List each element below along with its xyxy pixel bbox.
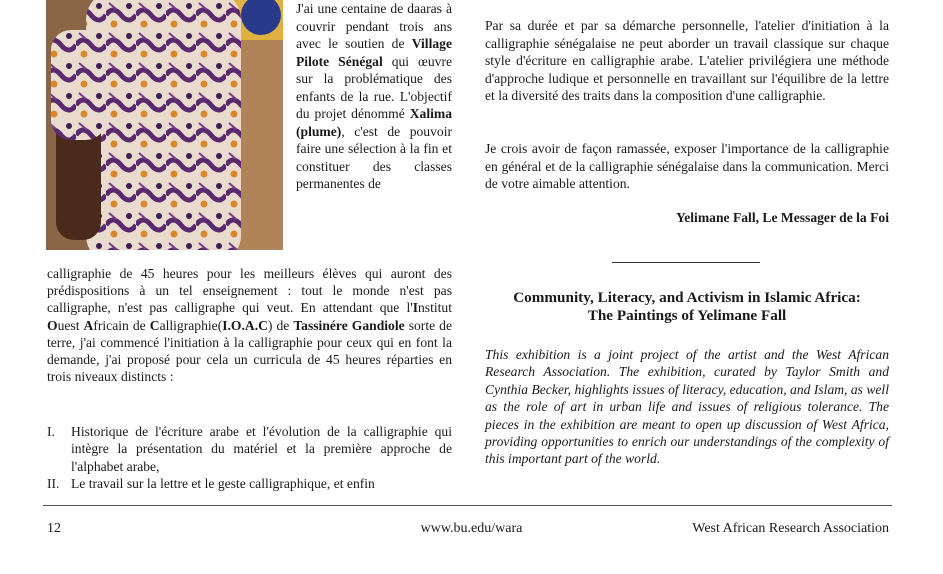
section-divider: [612, 262, 760, 263]
tassinere-gandiole: Tassinére Gandiole: [293, 317, 405, 333]
list-number: I.: [47, 424, 55, 439]
article-title: [485, 289, 889, 325]
word-alligraphie: alligraphie(: [159, 317, 223, 333]
village-pilote-name: Village Pilote Sénégal: [296, 36, 452, 69]
initial-c: C: [149, 317, 160, 333]
footer-url[interactable]: www.bu.edu/wara: [420, 521, 523, 536]
curriculum-text-2: sorte de terre, j'ai commencé l'initiation à la calligraphie pour ceux qui en font la demande, j'ai proposé pour cela un curricula de 45 heures réparties en trois niveaux distincts :: [47, 317, 453, 385]
word-uest: uest: [57, 317, 84, 333]
initial-a: A: [83, 317, 94, 333]
initial-o: O: [47, 317, 58, 333]
curriculum-paragraph: [47, 265, 452, 385]
page-number: 12: [47, 521, 61, 536]
curriculum-text-1: calligraphie de 45 heures pour les meilleurs élèves qui auront des prédispositions à un tel enseignement : tout le monde n'est pas calligraphe, n'est pas calligraphe qui veut. En attendant que l': [47, 266, 452, 316]
intro-text-3: , c'est de pouvoir faire une sélection à la fin et constituer des classes permanentes de: [296, 123, 452, 191]
ioac-acronym: I.O.A.C: [222, 317, 268, 333]
footer-organization: West African Research Association: [692, 521, 889, 536]
intro-text-1: J'ai une centaine de daaras à couvrir pendant trois ans avec le soutien de: [296, 1, 452, 51]
portrait-photo: [46, 0, 283, 250]
word-nstitut: nstitut: [418, 300, 452, 316]
author-signature: Yelimane Fall, Le Messager de la Foi: [675, 210, 889, 225]
list-item-text: Le travail sur la lettre et le geste calligraphique, et enfin: [71, 475, 375, 491]
intro-text-2: qui œuvre sur la problématique des enfants de la rue. L'objectif du projet dénommé: [296, 53, 452, 121]
exhibition-abstract: This exhibition is a joint project of the artist and the West African Research Association. The exhibition, curated by Taylor Smith and Cynthia Becker, highlights issues of literacy, education, and Islam, as well as the role of art in urban life and issues of religious tolerance. The pieces in the exhibition are meant to open up discussion of West Africa, providing opportunities to enrich our understandings of the complexity of this important part of the world.: [485, 347, 889, 467]
intro-paragraph: [296, 0, 452, 193]
list-item-text: Historique de l'écriture arabe et l'évolution de la calligraphie qui intègre la présentation du matériel et la première approche de l'alphabet arabe,: [71, 424, 452, 474]
list-number: II.: [47, 475, 60, 491]
footer-rule: [43, 505, 892, 506]
list-item: [47, 423, 452, 475]
portrait-illustration: [46, 0, 283, 250]
initial-i: I: [412, 300, 418, 316]
word-de: ) de: [267, 317, 294, 333]
word-fricain: fricain de: [93, 317, 150, 333]
curriculum-levels-list: [47, 423, 452, 492]
xalima-project-name: Xalima (plume): [296, 106, 452, 139]
list-item: [47, 475, 452, 492]
atelier-paragraph: Par sa durée et par sa démarche personnelle, l'atelier d'initiation à la calligraphie sénégalaise ne peut aborder un travail classique sur chaque style d'écriture en calligraphie arabe. L'atelier privilégiera une méthode d'approche ludique et personnelle en travaillant sur l'équilibre de la lettre et la diversité des traits dans la composition d'une calligraphie.: [485, 18, 889, 103]
closing-paragraph: Je crois avoir de façon ramassée, exposer l'importance de la calligraphie en général et de la calligraphie sénégalaise dans la communication. Merci de votre aimable attention.: [485, 141, 889, 191]
article-title-line-2: The Paintings of Yelimane Fall: [587, 307, 787, 324]
article-title-line-1: Community, Literacy, and Activism in Islamic Africa:: [513, 289, 861, 306]
